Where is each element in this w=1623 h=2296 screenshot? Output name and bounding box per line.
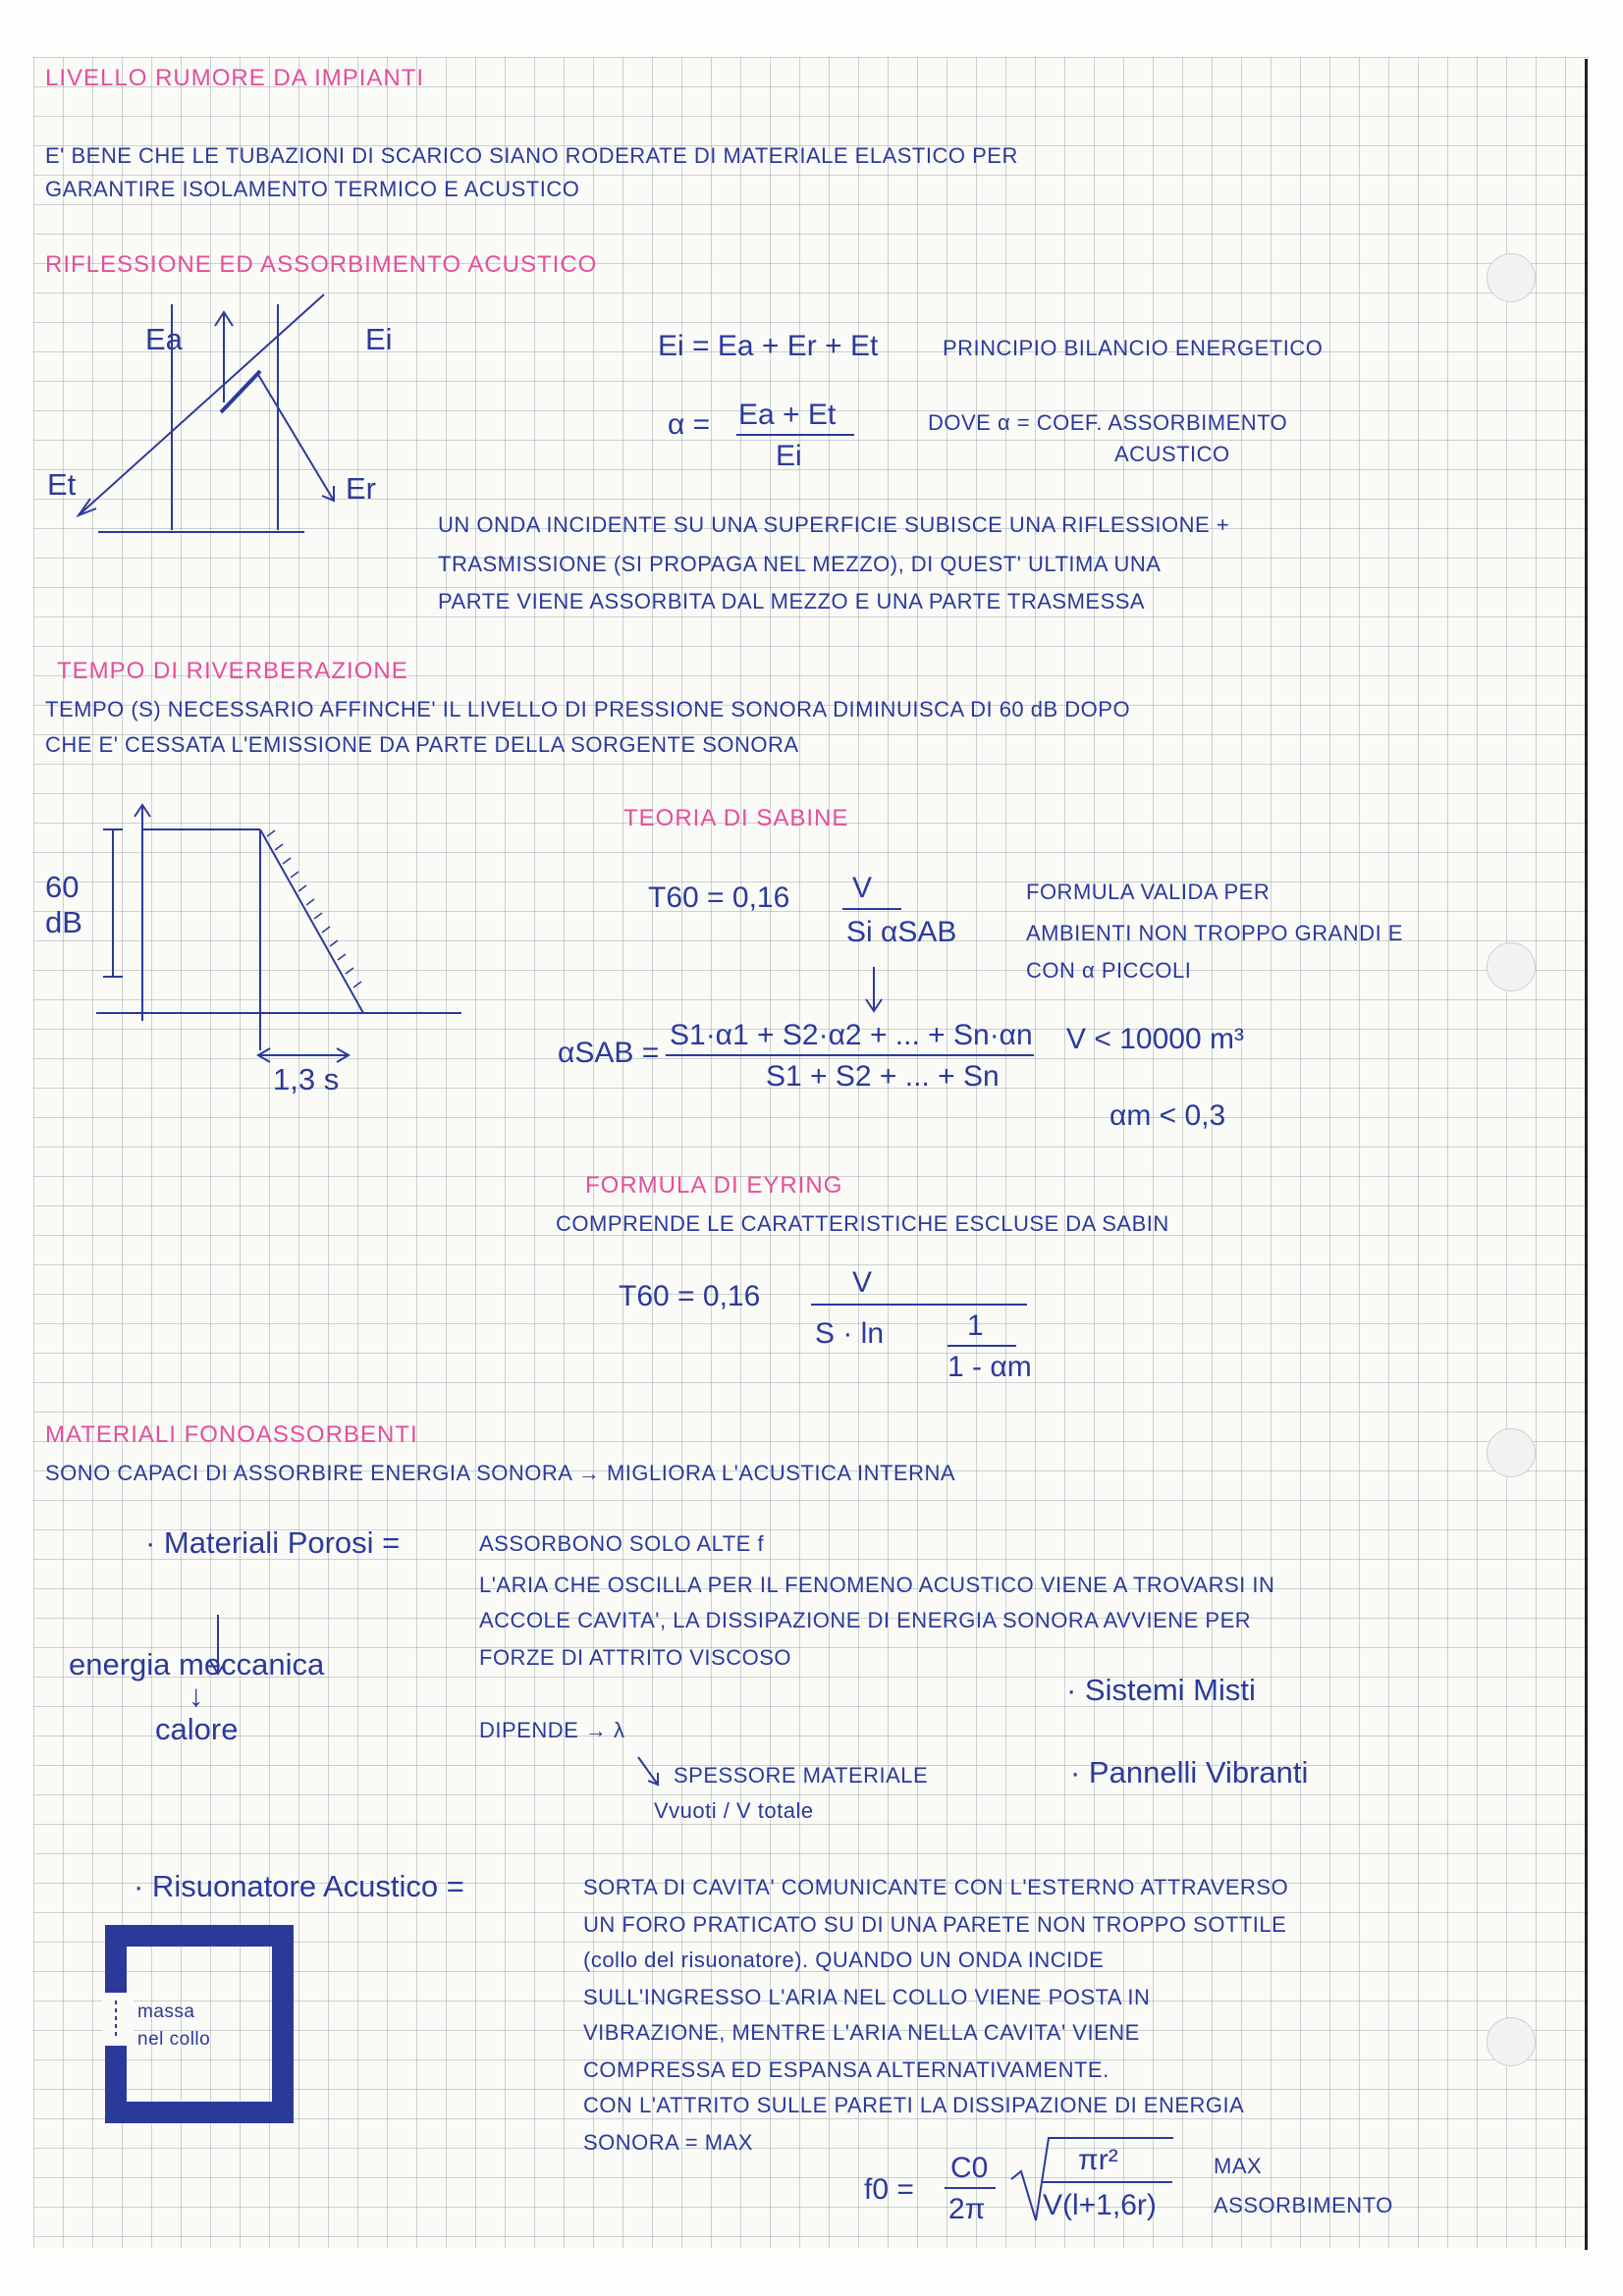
porous-text-line: L'ARIA CHE OSCILLA PER IL FENOMENO ACUSTICO VIENE A TROVARSI IN [479, 1573, 1275, 1597]
eyring-den-left: S · ln [815, 1317, 885, 1350]
reflection-diagram [79, 294, 334, 532]
sabine-title: TEORIA DI SABINE [623, 805, 849, 831]
eyring-frac-den: 1 - αm [947, 1351, 1032, 1383]
alpha-left: α = [668, 408, 711, 441]
reverb-text-line: CHE E' CESSATA L'EMISSIONE DA PARTE DELLA SORGENTE SONORA [45, 732, 799, 757]
depends-item: Vvuoti / V totale [654, 1798, 814, 1823]
porous-text-line: ASSORBONO SOLO ALTE f [479, 1531, 765, 1556]
reverb-section-title: TEMPO DI RIVERBERAZIONE [57, 658, 408, 684]
reflection-text-line: PARTE VIENE ASSORBITA DAL MEZZO E UNA PARTE TRASMESSA [438, 589, 1146, 614]
label-ei: Ei [365, 322, 393, 356]
resonator-text-line: VIBRAZIONE, MENTRE L'ARIA NELLA CAVITA' VIENE [583, 2020, 1140, 2045]
fraction-bar [947, 1345, 1016, 1347]
sabine-note: CON α PICCOLI [1026, 958, 1192, 983]
eyring-title: FORMULA DI EYRING [585, 1172, 843, 1199]
sabine-note: FORMULA VALIDA PER [1026, 880, 1271, 904]
sabine-alpha-den: S1 + S2 + ... + Sn [766, 1060, 1000, 1093]
eyring-num: V [852, 1266, 873, 1299]
resonator-label: · Risuonatore Acustico = [134, 1869, 464, 1903]
sabine-t60-den: Si αSAB [846, 916, 957, 948]
fraction-bar [842, 908, 901, 910]
noise-section-title: LIVELLO RUMORE DA IMPIANTI [45, 65, 425, 91]
sabine-t60-left: T60 = 0,16 [648, 881, 790, 914]
label-et: Et [47, 467, 77, 502]
sabine-alpha-num: S1·α1 + S2·α2 + ... + Sn·αn [670, 1019, 1033, 1051]
alpha-denominator: Ei [776, 440, 802, 472]
fraction-bar [811, 1304, 1027, 1306]
max-label: ASSORBIMENTO [1214, 2193, 1393, 2217]
fraction-bar [666, 1054, 1034, 1056]
materials-section-title: MATERIALI FONOASSORBENTI [45, 1421, 418, 1448]
resonator-text-line: (collo del risuonatore). QUANDO UN ONDA INCIDE [583, 1948, 1105, 1972]
energy-balance-note: PRINCIPIO BILANCIO ENERGETICO [943, 336, 1324, 360]
depends-item: SPESSORE MATERIALE [674, 1763, 929, 1788]
resonator-text-line: SORTA DI CAVITA' COMUNICANTE CON L'ESTERNO ATTRAVERSO [583, 1875, 1289, 1899]
resonator-text-line: CON L'ATTRITO SULLE PARETI LA DISSIPAZIONE DI ENERGIA [583, 2093, 1245, 2117]
energy-label: energia meccanica [69, 1647, 325, 1682]
energy-balance-formula: Ei = Ea + Er + Et [658, 330, 879, 362]
reflection-section-title: RIFLESSIONE ED ASSORBIMENTO ACUSTICO [45, 251, 598, 278]
eyring-t60-left: T60 = 0,16 [619, 1280, 761, 1312]
resonator-text-line: SULL'INGRESSO L'ARIA NEL COLLO VIENE POSTA IN [583, 1985, 1151, 2009]
sabine-note: AMBIENTI NON TROPPO GRANDI E [1026, 921, 1403, 945]
eyring-frac-num: 1 [967, 1309, 984, 1342]
bullet-systems: · Sistemi Misti [1066, 1673, 1256, 1707]
energy-arrow: ↓ [189, 1679, 204, 1713]
resonator-box-label: nel collo [137, 2029, 211, 2050]
sabine-t60-num: V [852, 872, 873, 904]
sabine-alpha-condition: αm < 0,3 [1109, 1099, 1226, 1132]
reverb-text-line: TEMPO (S) NECESSARIO AFFINCHE' IL LIVELLO DI PRESSIONE SONORA DIMINUISCA DI 60 dB DOPO [45, 697, 1131, 721]
graph-y-label: dB [45, 905, 82, 939]
porous-text-line: ACCOLE CAVITA', LA DISSIPAZIONE DI ENERGIA SONORA AVVIENE PER [479, 1608, 1252, 1632]
porous-text-line: FORZE DI ATTRITO VISCOSO [479, 1645, 791, 1670]
reflection-text-line: UN ONDA INCIDENTE SU UNA SUPERFICIE SUBISCE UNA RIFLESSIONE + [438, 512, 1230, 537]
alpha-note: ACUSTICO [1114, 442, 1230, 466]
graph-y-label: 60 [45, 870, 80, 904]
resonator-drawing [102, 1936, 283, 2112]
reverb-graph [96, 805, 461, 1062]
resonator-text-line: COMPRESSA ED ESPANSA ALTERNATIVAMENTE. [583, 2057, 1109, 2082]
sabine-alpha-left: αSAB = [558, 1037, 660, 1069]
noise-text-line: E' BENE CHE LE TUBAZIONI DI SCARICO SIANO RODERATE DI MATERIALE ELASTICO PER [45, 143, 1018, 168]
fraction-bar [945, 2187, 996, 2189]
noise-text-line: GARANTIRE ISOLAMENTO TERMICO E ACUSTICO [45, 177, 580, 201]
porous-label: · Materiali Porosi = [145, 1525, 401, 1560]
sabine-volume-condition: V < 10000 m³ [1066, 1023, 1244, 1055]
resonator-box-label: massa [137, 2002, 195, 2022]
resonator-text-line: UN FORO PRATICATO SU DI UNA PARETE NON TROPPO SOTTILE [583, 1912, 1287, 1937]
label-er: Er [346, 471, 376, 506]
f0-left: f0 = [864, 2173, 914, 2206]
alpha-numerator: Ea + Et [738, 399, 837, 431]
reverb-decay-hatching [267, 830, 361, 988]
resonator-text-line: SONORA = MAX [583, 2130, 753, 2155]
alpha-note: DOVE α = COEF. ASSORBIMENTO [928, 410, 1288, 435]
label-ea: Ea [145, 322, 183, 356]
f0-numerator: πr² [1078, 2144, 1118, 2176]
fraction-bar [736, 434, 854, 436]
graph-x-label: 1,3 s [273, 1062, 340, 1096]
max-label: MAX [1214, 2154, 1263, 2178]
energy-label: calore [155, 1712, 239, 1746]
f0-2pi: 2π [948, 2193, 986, 2225]
depends-label: DIPENDE → λ [479, 1718, 625, 1742]
eyring-text: COMPRENDE LE CARATTERISTICHE ESCLUSE DA SABIN [556, 1211, 1169, 1236]
bullet-panels: · Pannelli Vibranti [1070, 1755, 1309, 1789]
fraction-bar [1043, 2181, 1172, 2183]
materials-text: SONO CAPACI DI ASSORBIRE ENERGIA SONORA → MIGLIORA L'ACUSTICA INTERNA [45, 1461, 956, 1485]
porous-arrows [210, 1615, 658, 1785]
reflection-text-line: TRASMISSIONE (SI PROPAGA NEL MEZZO), DI QUEST' ULTIMA UNA [438, 552, 1162, 576]
f0-c0: C0 [950, 2152, 989, 2184]
sabine-arrow [866, 967, 882, 1011]
f0-denominator: V(l+1,6r) [1043, 2189, 1157, 2221]
